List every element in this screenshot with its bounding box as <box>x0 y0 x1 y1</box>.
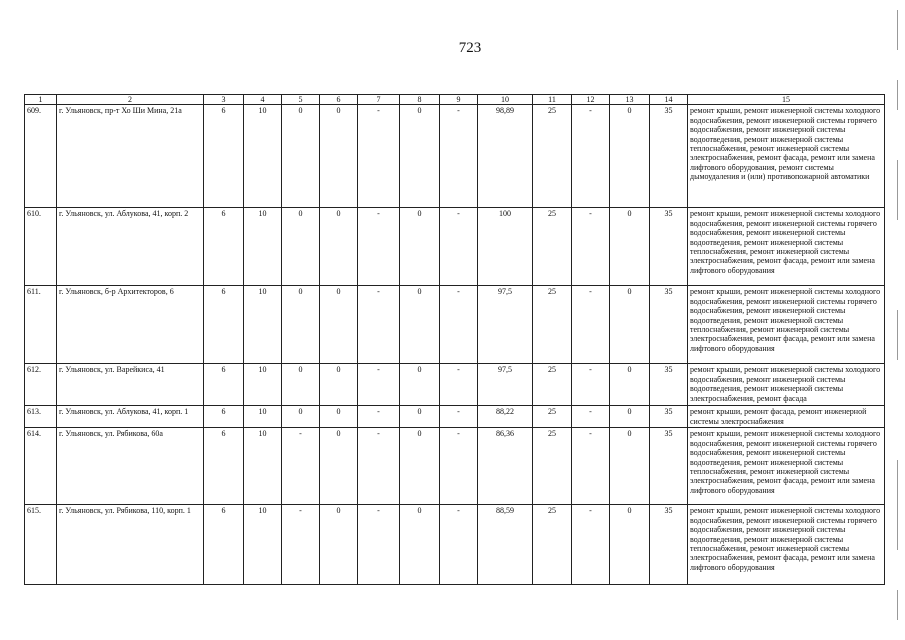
column-header: 6 <box>320 95 358 105</box>
column-header: 13 <box>610 95 650 105</box>
value-cell: - <box>440 105 478 208</box>
works-cell: ремонт крыши, ремонт инженерной системы холодного водоснабжения, ремонт инженерной системы горячего водоснабжения, ремонт инженерной системы водоотведения, ремонт инженерной системы теплоснабжения, ремонт инженерной системы электроснабжения, ремонт фасада, ремонт или замена лифтового оборудования <box>688 428 885 505</box>
value-cell: 35 <box>650 208 688 286</box>
value-cell: - <box>282 505 320 585</box>
column-header: 11 <box>533 95 572 105</box>
value-cell: 0 <box>282 364 320 406</box>
table-row <box>25 505 885 585</box>
value-cell: 0 <box>400 208 440 286</box>
value-cell: 35 <box>650 105 688 208</box>
row-number: 609. <box>25 105 57 208</box>
column-header: 15 <box>688 95 885 105</box>
value-cell: 35 <box>650 364 688 406</box>
value-cell: 10 <box>244 406 282 428</box>
value-cell: 0 <box>400 286 440 364</box>
value-cell: - <box>572 286 610 364</box>
value-cell: 6 <box>204 364 244 406</box>
value-cell: 25 <box>533 406 572 428</box>
value-cell: 35 <box>650 286 688 364</box>
value-cell: - <box>358 364 400 406</box>
value-cell: 6 <box>204 406 244 428</box>
works-cell: ремонт крыши, ремонт фасада, ремонт инженерной системы электроснабжения <box>688 406 885 428</box>
value-cell: - <box>358 105 400 208</box>
value-cell: 6 <box>204 428 244 505</box>
value-cell: 0 <box>282 286 320 364</box>
value-cell: 0 <box>320 286 358 364</box>
value-cell: 0 <box>320 105 358 208</box>
value-cell: - <box>358 505 400 585</box>
table-row <box>25 208 885 286</box>
value-cell: 0 <box>610 428 650 505</box>
works-cell: ремонт крыши, ремонт инженерной системы холодного водоснабжения, ремонт инженерной системы водоотведения, ремонт инженерной системы электроснабжения, ремонт фасада <box>688 364 885 406</box>
value-cell: 0 <box>320 505 358 585</box>
works-cell: ремонт крыши, ремонт инженерной системы холодного водоснабжения, ремонт инженерной системы горячего водоснабжения, ремонт инженерной системы водоотведения, ремонт инженерной системы теплоснабжения, ремонт инженерной системы электроснабжения, ремонт фасада, ремонт или замена лифтового оборудования, ремонт системы дымоудаления и (или) противопожарной автоматики <box>688 105 885 208</box>
value-cell: 10 <box>244 364 282 406</box>
row-number: 615. <box>25 505 57 585</box>
address-cell: г. Ульяновск, б-р Архитекторов, 6 <box>57 286 204 364</box>
value-cell: - <box>572 208 610 286</box>
value-cell: 0 <box>610 505 650 585</box>
value-cell: 25 <box>533 286 572 364</box>
value-cell: 100 <box>478 208 533 286</box>
value-cell: 10 <box>244 428 282 505</box>
column-header: 7 <box>358 95 400 105</box>
repair-register-table <box>24 94 885 585</box>
column-header: 2 <box>57 95 204 105</box>
value-cell: 0 <box>400 428 440 505</box>
value-cell: 10 <box>244 286 282 364</box>
row-number: 612. <box>25 364 57 406</box>
value-cell: 25 <box>533 105 572 208</box>
value-cell: 35 <box>650 505 688 585</box>
table-row <box>25 364 885 406</box>
value-cell: 0 <box>282 105 320 208</box>
value-cell: 25 <box>533 208 572 286</box>
column-header: 9 <box>440 95 478 105</box>
value-cell: - <box>440 286 478 364</box>
address-cell: г. Ульяновск, ул. Рябикова, 110, корп. 1 <box>57 505 204 585</box>
value-cell: - <box>358 286 400 364</box>
value-cell: - <box>440 505 478 585</box>
value-cell: 0 <box>320 364 358 406</box>
value-cell: 10 <box>244 208 282 286</box>
value-cell: - <box>440 406 478 428</box>
value-cell: - <box>440 428 478 505</box>
row-number: 611. <box>25 286 57 364</box>
value-cell: 97,5 <box>478 364 533 406</box>
address-cell: г. Ульяновск, ул. Аблукова, 41, корп. 1 <box>57 406 204 428</box>
works-cell: ремонт крыши, ремонт инженерной системы холодного водоснабжения, ремонт инженерной системы горячего водоснабжения, ремонт инженерной системы водоотведения, ремонт инженерной системы теплоснабжения, ремонт инженерной системы электроснабжения, ремонт фасада, ремонт или замена лифтового оборудования <box>688 286 885 364</box>
column-header: 1 <box>25 95 57 105</box>
value-cell: 0 <box>610 105 650 208</box>
column-header: 12 <box>572 95 610 105</box>
value-cell: 6 <box>204 286 244 364</box>
address-cell: г. Ульяновск, ул. Варейкиса, 41 <box>57 364 204 406</box>
value-cell: 6 <box>204 208 244 286</box>
value-cell: 98,89 <box>478 105 533 208</box>
value-cell: 86,36 <box>478 428 533 505</box>
value-cell: 0 <box>610 208 650 286</box>
page-edge-marks <box>897 10 899 630</box>
column-number-row <box>25 95 885 105</box>
value-cell: - <box>572 406 610 428</box>
value-cell: - <box>572 505 610 585</box>
row-number: 610. <box>25 208 57 286</box>
value-cell: 0 <box>400 406 440 428</box>
column-header: 4 <box>244 95 282 105</box>
value-cell: 0 <box>610 364 650 406</box>
value-cell: 0 <box>400 105 440 208</box>
works-cell: ремонт крыши, ремонт инженерной системы холодного водоснабжения, ремонт инженерной системы горячего водоснабжения, ремонт инженерной системы водоотведения, ремонт инженерной системы теплоснабжения, ремонт инженерной системы электроснабжения, ремонт фасада, ремонт или замена лифтового оборудования <box>688 208 885 286</box>
value-cell: 0 <box>610 286 650 364</box>
value-cell: 0 <box>400 364 440 406</box>
column-header: 3 <box>204 95 244 105</box>
value-cell: - <box>440 208 478 286</box>
column-header: 10 <box>478 95 533 105</box>
row-number: 613. <box>25 406 57 428</box>
works-cell: ремонт крыши, ремонт инженерной системы холодного водоснабжения, ремонт инженерной системы горячего водоснабжения, ремонт инженерной системы водоотведения, ремонт инженерной системы теплоснабжения, ремонт инженерной системы электроснабжения, ремонт фасада, ремонт или замена лифтового оборудования <box>688 505 885 585</box>
column-header: 14 <box>650 95 688 105</box>
value-cell: 25 <box>533 505 572 585</box>
page-number: 723 <box>458 40 482 56</box>
value-cell: 0 <box>400 505 440 585</box>
address-cell: г. Ульяновск, пр-т Хо Ши Мина, 21а <box>57 105 204 208</box>
value-cell: 10 <box>244 105 282 208</box>
row-number: 614. <box>25 428 57 505</box>
value-cell: - <box>358 208 400 286</box>
table-row <box>25 286 885 364</box>
value-cell: - <box>282 428 320 505</box>
value-cell: 0 <box>282 406 320 428</box>
value-cell: - <box>440 364 478 406</box>
value-cell: 88,59 <box>478 505 533 585</box>
table-row <box>25 406 885 428</box>
address-cell: г. Ульяновск, ул. Рябикова, 60а <box>57 428 204 505</box>
table-row <box>25 105 885 208</box>
value-cell: 10 <box>244 505 282 585</box>
column-header: 5 <box>282 95 320 105</box>
value-cell: - <box>358 428 400 505</box>
value-cell: - <box>572 105 610 208</box>
value-cell: 0 <box>610 406 650 428</box>
value-cell: - <box>358 406 400 428</box>
value-cell: 35 <box>650 428 688 505</box>
value-cell: 0 <box>320 428 358 505</box>
table-row <box>25 428 885 505</box>
value-cell: 88,22 <box>478 406 533 428</box>
value-cell: 0 <box>320 406 358 428</box>
address-cell: г. Ульяновск, ул. Аблукова, 41, корп. 2 <box>57 208 204 286</box>
value-cell: - <box>572 364 610 406</box>
value-cell: 97,5 <box>478 286 533 364</box>
value-cell: - <box>572 428 610 505</box>
column-header: 8 <box>400 95 440 105</box>
value-cell: 6 <box>204 105 244 208</box>
value-cell: 0 <box>320 208 358 286</box>
value-cell: 0 <box>282 208 320 286</box>
value-cell: 6 <box>204 505 244 585</box>
value-cell: 25 <box>533 428 572 505</box>
value-cell: 35 <box>650 406 688 428</box>
value-cell: 25 <box>533 364 572 406</box>
